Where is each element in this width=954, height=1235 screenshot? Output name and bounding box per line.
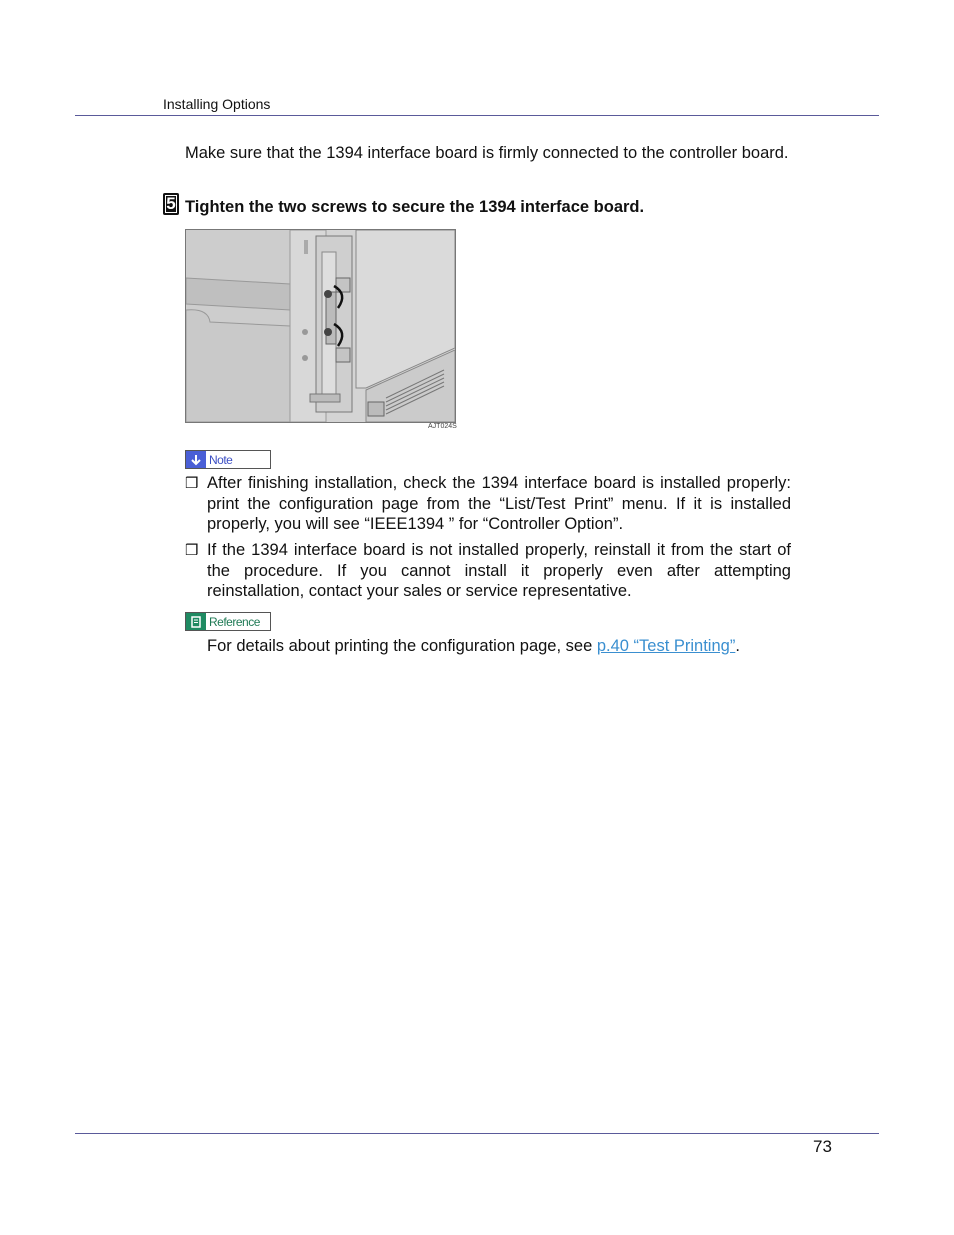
checkbox-icon: ❒ <box>185 542 199 559</box>
footer-rule <box>75 1133 879 1134</box>
printer-illustration <box>185 229 456 423</box>
book-icon <box>186 613 206 630</box>
note-item: After finishing installation, check the 1394 interface board is installed properly: print the configuration page from the “List/Test Print” menu. If it is installed properly, you will see “IEEE1394 ” for “Controller Option”. <box>207 474 791 533</box>
reference-label-text: Reference <box>209 614 260 629</box>
note-item: If the 1394 interface board is not installed properly, reinstall it from the start of the procedure. If you cannot install it properly even after attempting reinstallation, contact your sales or service representative. <box>207 541 791 600</box>
down-arrow-icon <box>186 451 206 468</box>
printer-drawing <box>186 230 455 422</box>
reference-label <box>185 612 271 631</box>
running-header: Installing Options <box>163 96 271 112</box>
step-instruction: Tighten the two screws to secure the 1394 interface board. <box>185 198 645 216</box>
figure-code: AJT024S <box>428 423 457 430</box>
test-printing-link[interactable]: p.40 “Test Printing” <box>596 637 736 655</box>
note-label <box>185 450 271 469</box>
checkbox-icon: ❒ <box>185 475 199 492</box>
page-number: 73 <box>813 1137 832 1156</box>
note-label-text: Note <box>209 452 233 467</box>
intro-paragraph: Make sure that the 1394 interface board is firmly connected to the controller board. <box>185 144 789 162</box>
header-rule <box>75 115 879 116</box>
reference-text: For details about printing the configuration page, see p.40 “Test Printing”. <box>207 637 740 655</box>
step-number-badge: 5 <box>163 193 179 215</box>
